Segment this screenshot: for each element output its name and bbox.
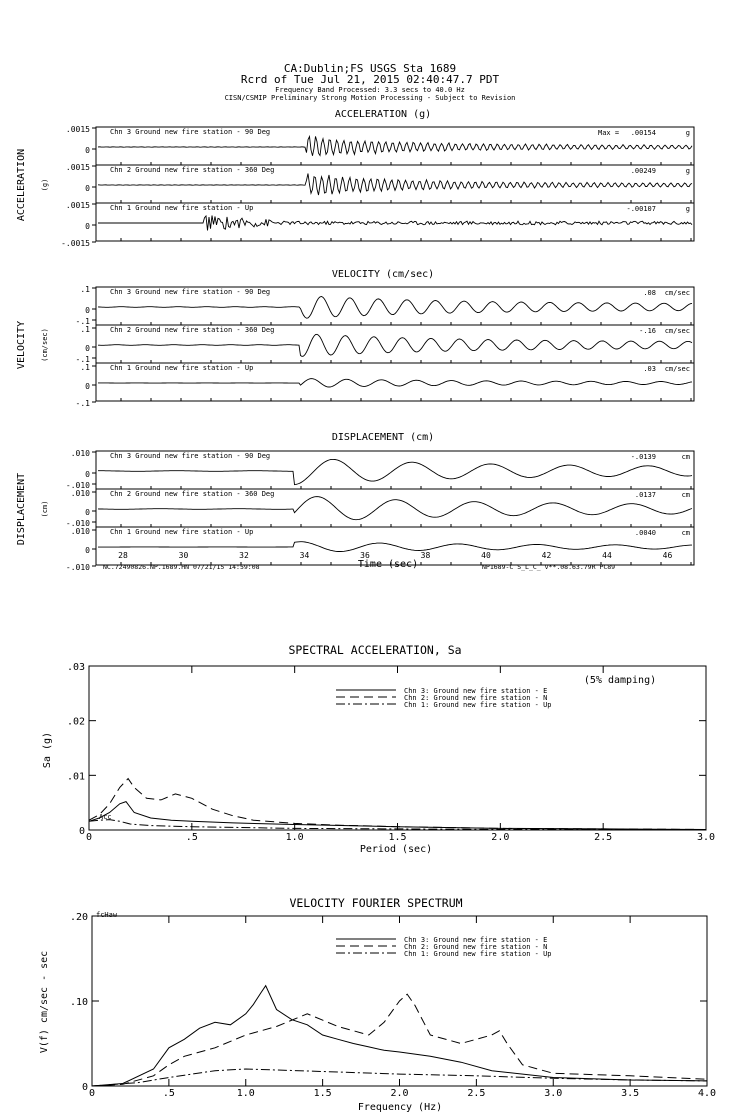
peak-value: -.00107 xyxy=(626,205,656,213)
channel-tick-label: 0 xyxy=(85,222,90,231)
x-tick-label: 1.5 xyxy=(313,1088,332,1099)
x-tick-label: 2.5 xyxy=(594,832,613,843)
y-tick-label: 0 xyxy=(78,826,85,837)
fs-y-axis-label: V(f) cm/sec - sec xyxy=(39,950,50,1054)
disp-trace-1 xyxy=(98,459,692,484)
time-tick-label: 30 xyxy=(178,551,189,560)
legend-entry: Chn 2: Ground new fire station - N xyxy=(404,694,548,702)
vel-trace-3 xyxy=(98,379,692,387)
channel-label: Chn 2 Ground new fire station - 360 Deg xyxy=(110,490,275,498)
channel-tick-label: .0015 xyxy=(65,163,90,172)
channel-label: Chn 3 Ground new fire station - 90 Deg xyxy=(110,288,271,296)
disp-group-title: DISPLACEMENT (cm) xyxy=(331,432,435,443)
sa-chart-series-2 xyxy=(89,779,706,830)
channel-tick-label: 0 xyxy=(85,344,90,353)
time-tick-label: 36 xyxy=(360,551,370,560)
time-axis-label: Time (sec) xyxy=(357,559,419,570)
acc-trace-1 xyxy=(98,136,692,155)
y-tick-label: .03 xyxy=(66,662,85,673)
y-tick-label: .01 xyxy=(66,771,85,783)
vel-group xyxy=(16,269,694,408)
sa-chart-frame xyxy=(89,666,706,830)
channel-tick-label: 0 xyxy=(85,508,90,517)
peak-unit: cm xyxy=(681,529,690,537)
time-series-panels xyxy=(16,109,694,572)
vel-side-label: VELOCITY xyxy=(16,320,27,370)
vel-trace-1 xyxy=(98,297,692,319)
channel-label: Chn 3 Ground new fire station - 90 Deg xyxy=(110,452,271,460)
channel-label: Chn 2 Ground new fire station - 360 Deg xyxy=(110,166,275,174)
damping-note: (5% damping) xyxy=(583,675,657,686)
peak-value: .00154 xyxy=(630,129,656,137)
vel-group-title: VELOCITY (cm/sec) xyxy=(331,269,435,280)
channel-label: Chn 1 Ground new fire station - Up xyxy=(110,528,254,536)
channel-tick-label: .1 xyxy=(80,363,90,372)
acc-channel-2 xyxy=(66,163,694,203)
vel-trace-2 xyxy=(98,334,692,356)
x-tick-label: 1.0 xyxy=(236,1088,255,1099)
legend-entry: Chn 2: Ground new fire station - N xyxy=(404,943,548,951)
x-tick-label: 1.0 xyxy=(285,832,304,843)
channel-tick-label: .010 xyxy=(70,489,90,498)
acc-side-label: ACCELERATION xyxy=(16,148,27,222)
channel-tick-label: 0 xyxy=(85,184,90,193)
frequency-band-note: Frequency Band Processed: 3.3 secs to 40.0 Hz xyxy=(275,86,465,94)
peak-unit: g xyxy=(685,167,690,175)
vel-channel-3 xyxy=(76,355,694,408)
channel-tick-label: 0 xyxy=(85,470,90,479)
time-tick-label: 34 xyxy=(299,551,310,560)
x-tick-label: 1.5 xyxy=(388,832,407,843)
channel-tick-label: -.0015 xyxy=(61,239,90,248)
footer-processing-id: NP1689-C S_L_C_ v**.08.63.79R PC89 xyxy=(482,563,616,571)
channel-tick-label: .1 xyxy=(80,285,90,294)
disp-trace-2 xyxy=(98,497,692,520)
fs-chart xyxy=(70,912,716,1099)
peak-value: .0137 xyxy=(634,491,656,499)
vel-side-unit: (cm/sec) xyxy=(41,328,49,362)
peak-unit: cm xyxy=(681,453,690,461)
time-tick-label: 38 xyxy=(420,551,431,560)
acc-channel-3 xyxy=(61,201,694,248)
peak-unit: cm/sec xyxy=(664,327,690,335)
x-tick-label: 0 xyxy=(88,1088,96,1099)
channel-tick-label: -.1 xyxy=(75,317,90,326)
time-tick-label: 28 xyxy=(118,551,128,560)
fs-x-axis-label: Frequency (Hz) xyxy=(357,1102,443,1113)
channel-tick-label: .0015 xyxy=(65,201,90,210)
legend-entry: Chn 1: Ground new fire station - Up xyxy=(404,950,552,958)
fs-chart-title: VELOCITY FOURIER SPECTRUM xyxy=(289,896,463,910)
time-tick-label: 44 xyxy=(602,551,612,560)
channel-tick-label: -.1 xyxy=(75,399,90,408)
legend-entry: Chn 3: Ground new fire station - E xyxy=(404,936,548,944)
x-tick-label: 3.5 xyxy=(621,1088,640,1099)
record-title: Rcrd of Tue Jul 21, 2015 02:40:47.7 PDT xyxy=(240,73,500,86)
peak-value: -.0139 xyxy=(630,453,656,461)
x-tick-label: 2.0 xyxy=(390,1088,409,1099)
x-tick-label: 3.0 xyxy=(544,1088,563,1099)
time-tick-label: 32 xyxy=(239,551,249,560)
acc-channel-1 xyxy=(66,125,694,165)
legend-entry: Chn 3: Ground new fire station - E xyxy=(404,687,548,695)
acc-group xyxy=(16,109,694,248)
peak-value: .08 xyxy=(643,289,656,297)
time-tick-label: 46 xyxy=(662,551,673,560)
peak-unit: cm/sec xyxy=(664,289,690,297)
disp-channel-2 xyxy=(66,481,694,527)
x-tick-label: 0 xyxy=(85,832,93,843)
vel-channel-1 xyxy=(80,285,694,325)
channel-tick-label: -.010 xyxy=(65,519,90,528)
peak-value: -.16 xyxy=(639,327,656,335)
sa-chart-title: SPECTRAL ACCELERATION, Sa xyxy=(288,643,462,657)
acc-group-title: ACCELERATION (g) xyxy=(334,109,432,120)
x-tick-label: 4.0 xyxy=(697,1088,717,1099)
channel-tick-label: .010 xyxy=(70,449,90,458)
y-tick-label: .02 xyxy=(66,716,85,728)
channel-tick-label: 0 xyxy=(85,546,90,555)
peak-value: .0040 xyxy=(634,529,656,537)
peak-unit: g xyxy=(685,129,690,137)
channel-tick-label: .0015 xyxy=(65,125,90,134)
channel-tick-label: -.1 xyxy=(75,355,90,364)
x-tick-label: .5 xyxy=(162,1088,175,1099)
channel-tick-label: -.010 xyxy=(65,563,90,572)
disp-side-unit: (cm) xyxy=(41,500,49,518)
acc-side-unit: (g) xyxy=(41,178,49,192)
peak-unit: cm/sec xyxy=(664,365,690,373)
peak-unit: cm xyxy=(681,491,690,499)
max-prefix: Max = xyxy=(598,129,620,137)
station-title: CA:Dublin;FS USGS Sta 1689 xyxy=(283,62,457,75)
sa-chart xyxy=(67,662,715,843)
fs-corner-label: fcHaw xyxy=(96,911,118,919)
channel-tick-label: .1 xyxy=(80,325,90,334)
disp-channel-1 xyxy=(71,449,694,489)
channel-tick-label: .010 xyxy=(70,527,90,536)
disp-side-label: DISPLACEMENT xyxy=(16,472,27,546)
processing-note: CISN/CSMIP Preliminary Strong Motion Processing - Subject to Revision xyxy=(224,94,516,102)
time-tick-label: 40 xyxy=(481,551,491,560)
footer-record-id: NC.72490826.NP.1689.HN 07/21/15 14:59:08 xyxy=(103,563,260,571)
acc-trace-2 xyxy=(98,174,692,196)
y-tick-label: .10 xyxy=(69,997,88,1008)
channel-label: Chn 2 Ground new fire station - 360 Deg xyxy=(110,326,275,334)
y-tick-label: .20 xyxy=(69,912,88,923)
x-tick-label: 3.0 xyxy=(696,832,716,843)
channel-tick-label: 0 xyxy=(85,306,90,315)
sa-x-axis-label: Period (sec) xyxy=(359,844,433,855)
channel-label: Chn 3 Ground new fire station - 90 Deg xyxy=(110,128,271,136)
peak-unit: g xyxy=(685,205,690,213)
peak-value: .00249 xyxy=(630,167,656,175)
acc-trace-3 xyxy=(98,216,692,231)
x-tick-label: 2.5 xyxy=(467,1088,486,1099)
sa-corner-label: Acc xyxy=(99,813,112,821)
channel-label: Chn 1 Ground new fire station - Up xyxy=(110,204,254,212)
channel-tick-label: -.010 xyxy=(65,481,90,490)
peak-value: .03 xyxy=(643,365,656,373)
channel-tick-label: 0 xyxy=(85,382,90,391)
channel-tick-label: 0 xyxy=(85,146,90,155)
x-tick-label: .5 xyxy=(185,832,198,843)
channel-label: Chn 1 Ground new fire station - Up xyxy=(110,364,254,372)
y-tick-label: 0 xyxy=(81,1082,88,1093)
legend-entry: Chn 1: Ground new fire station - Up xyxy=(404,701,552,709)
sa-y-axis-label: Sa (g) xyxy=(42,731,53,769)
time-tick-label: 42 xyxy=(541,551,552,560)
x-tick-label: 2.0 xyxy=(491,832,510,843)
fs-chart-series-2 xyxy=(92,994,707,1086)
